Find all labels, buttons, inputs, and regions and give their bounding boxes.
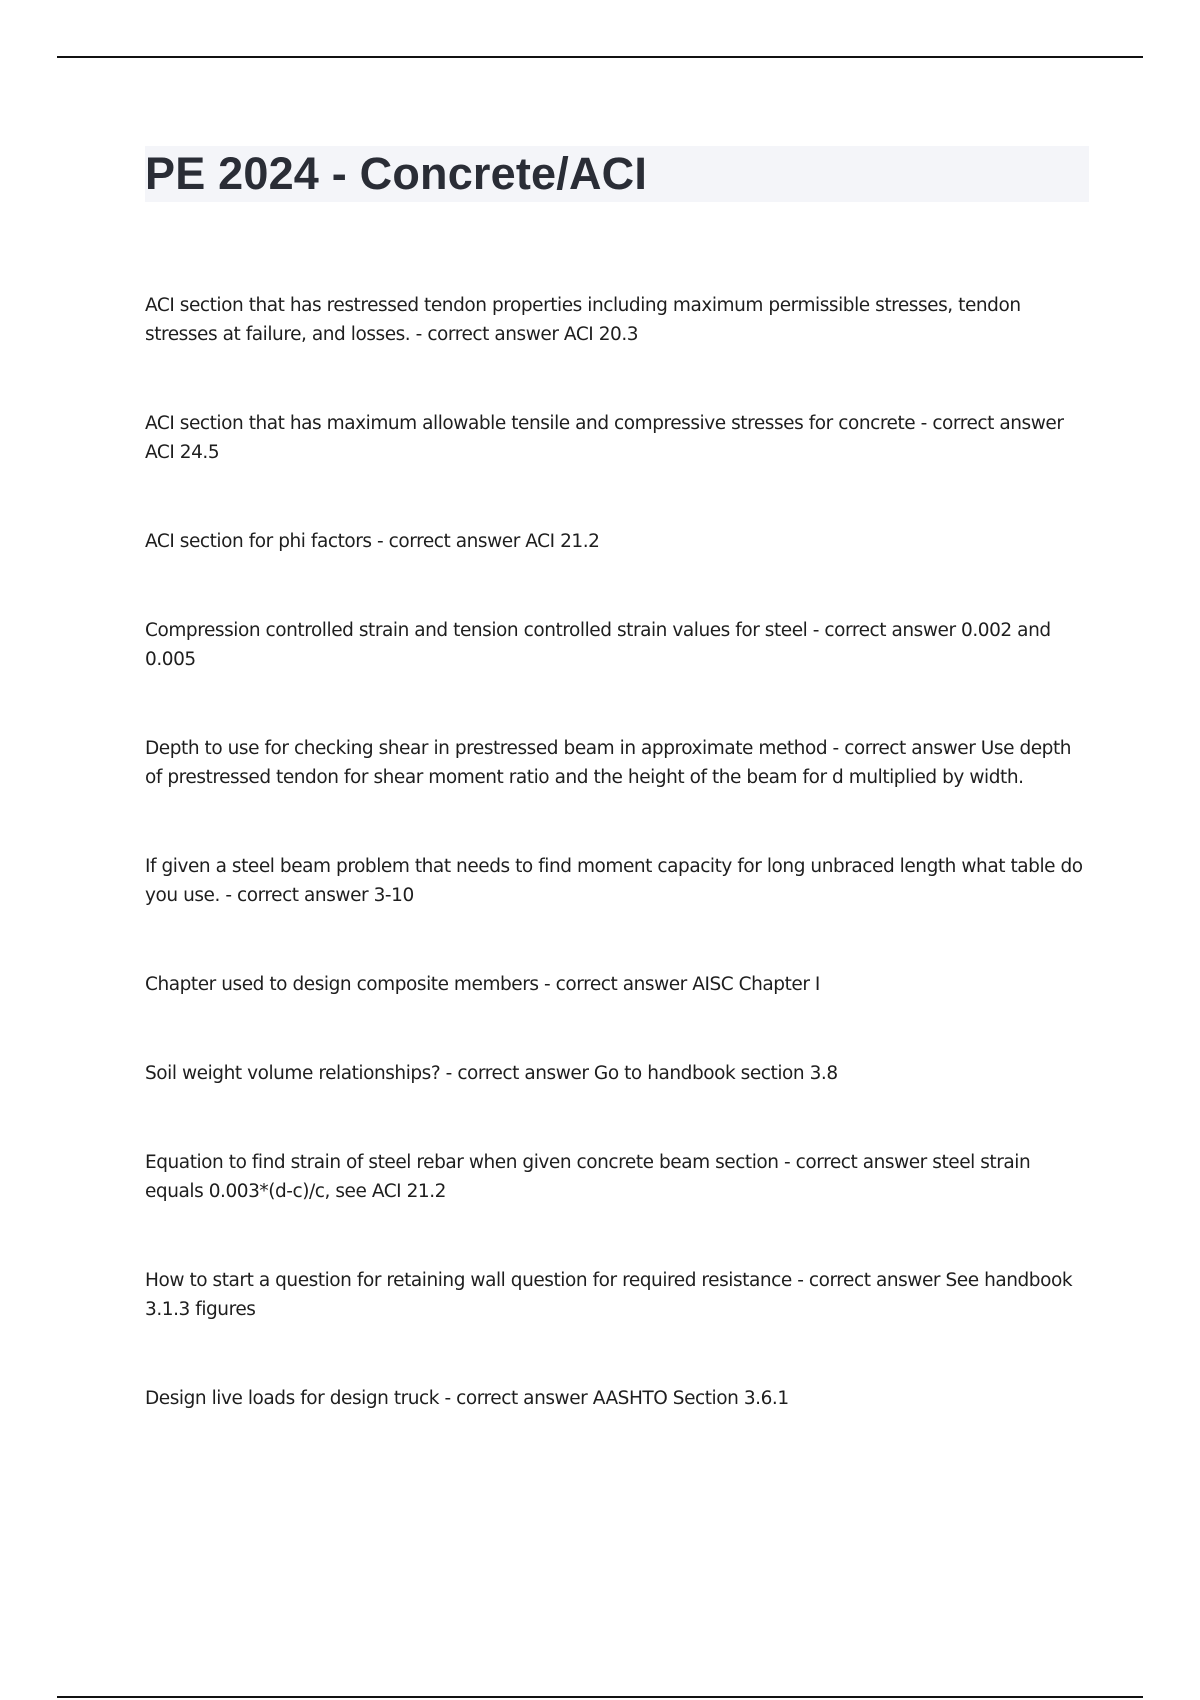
flashcard-entry: Chapter used to design composite members - correct answer AISC Chapter I xyxy=(145,974,820,995)
header-rule xyxy=(57,56,1143,58)
flashcard-entry: ACI section that has maximum allowable tensile and compressive stresses for concrete - correct answer ACI 24.5 xyxy=(145,413,1064,463)
flashcard-entry: If given a steel beam problem that needs to find moment capacity for long unbraced length what table do you use. - correct answer 3-10 xyxy=(145,856,1083,906)
footer-rule xyxy=(57,1696,1143,1698)
flashcard-entry: Compression controlled strain and tension controlled strain values for steel - correct answer 0.002 and 0.005 xyxy=(145,620,1051,670)
page-title: PE 2024 - Concrete/ACI xyxy=(145,148,648,199)
flashcard-entry: Soil weight volume relationships? - correct answer Go to handbook section 3.8 xyxy=(145,1063,838,1084)
title-band xyxy=(145,146,1089,202)
flashcard-entry: ACI section for phi factors - correct answer ACI 21.2 xyxy=(145,531,600,552)
flashcard-entry: ACI section that has restressed tendon properties including maximum permissible stresses, tendon stresses at failure, and losses. - correct answer ACI 20.3 xyxy=(145,295,1021,345)
flashcard-entry: Equation to find strain of steel rebar when given concrete beam section - correct answer steel strain equals 0.003*(d-c)/c, see ACI 21.2 xyxy=(145,1152,1031,1202)
flashcard-entry: Depth to use for checking shear in prestressed beam in approximate method - correct answer Use depth of prestressed tendon for shear moment ratio and the height of the beam for d multiplied by width. xyxy=(145,738,1072,788)
flashcard-entry: How to start a question for retaining wall question for required resistance - correct answer See handbook 3.1.3 figures xyxy=(145,1270,1073,1320)
flashcard-list xyxy=(145,291,1089,1473)
flashcard-entry: Design live loads for design truck - correct answer AASHTO Section 3.6.1 xyxy=(145,1388,789,1409)
